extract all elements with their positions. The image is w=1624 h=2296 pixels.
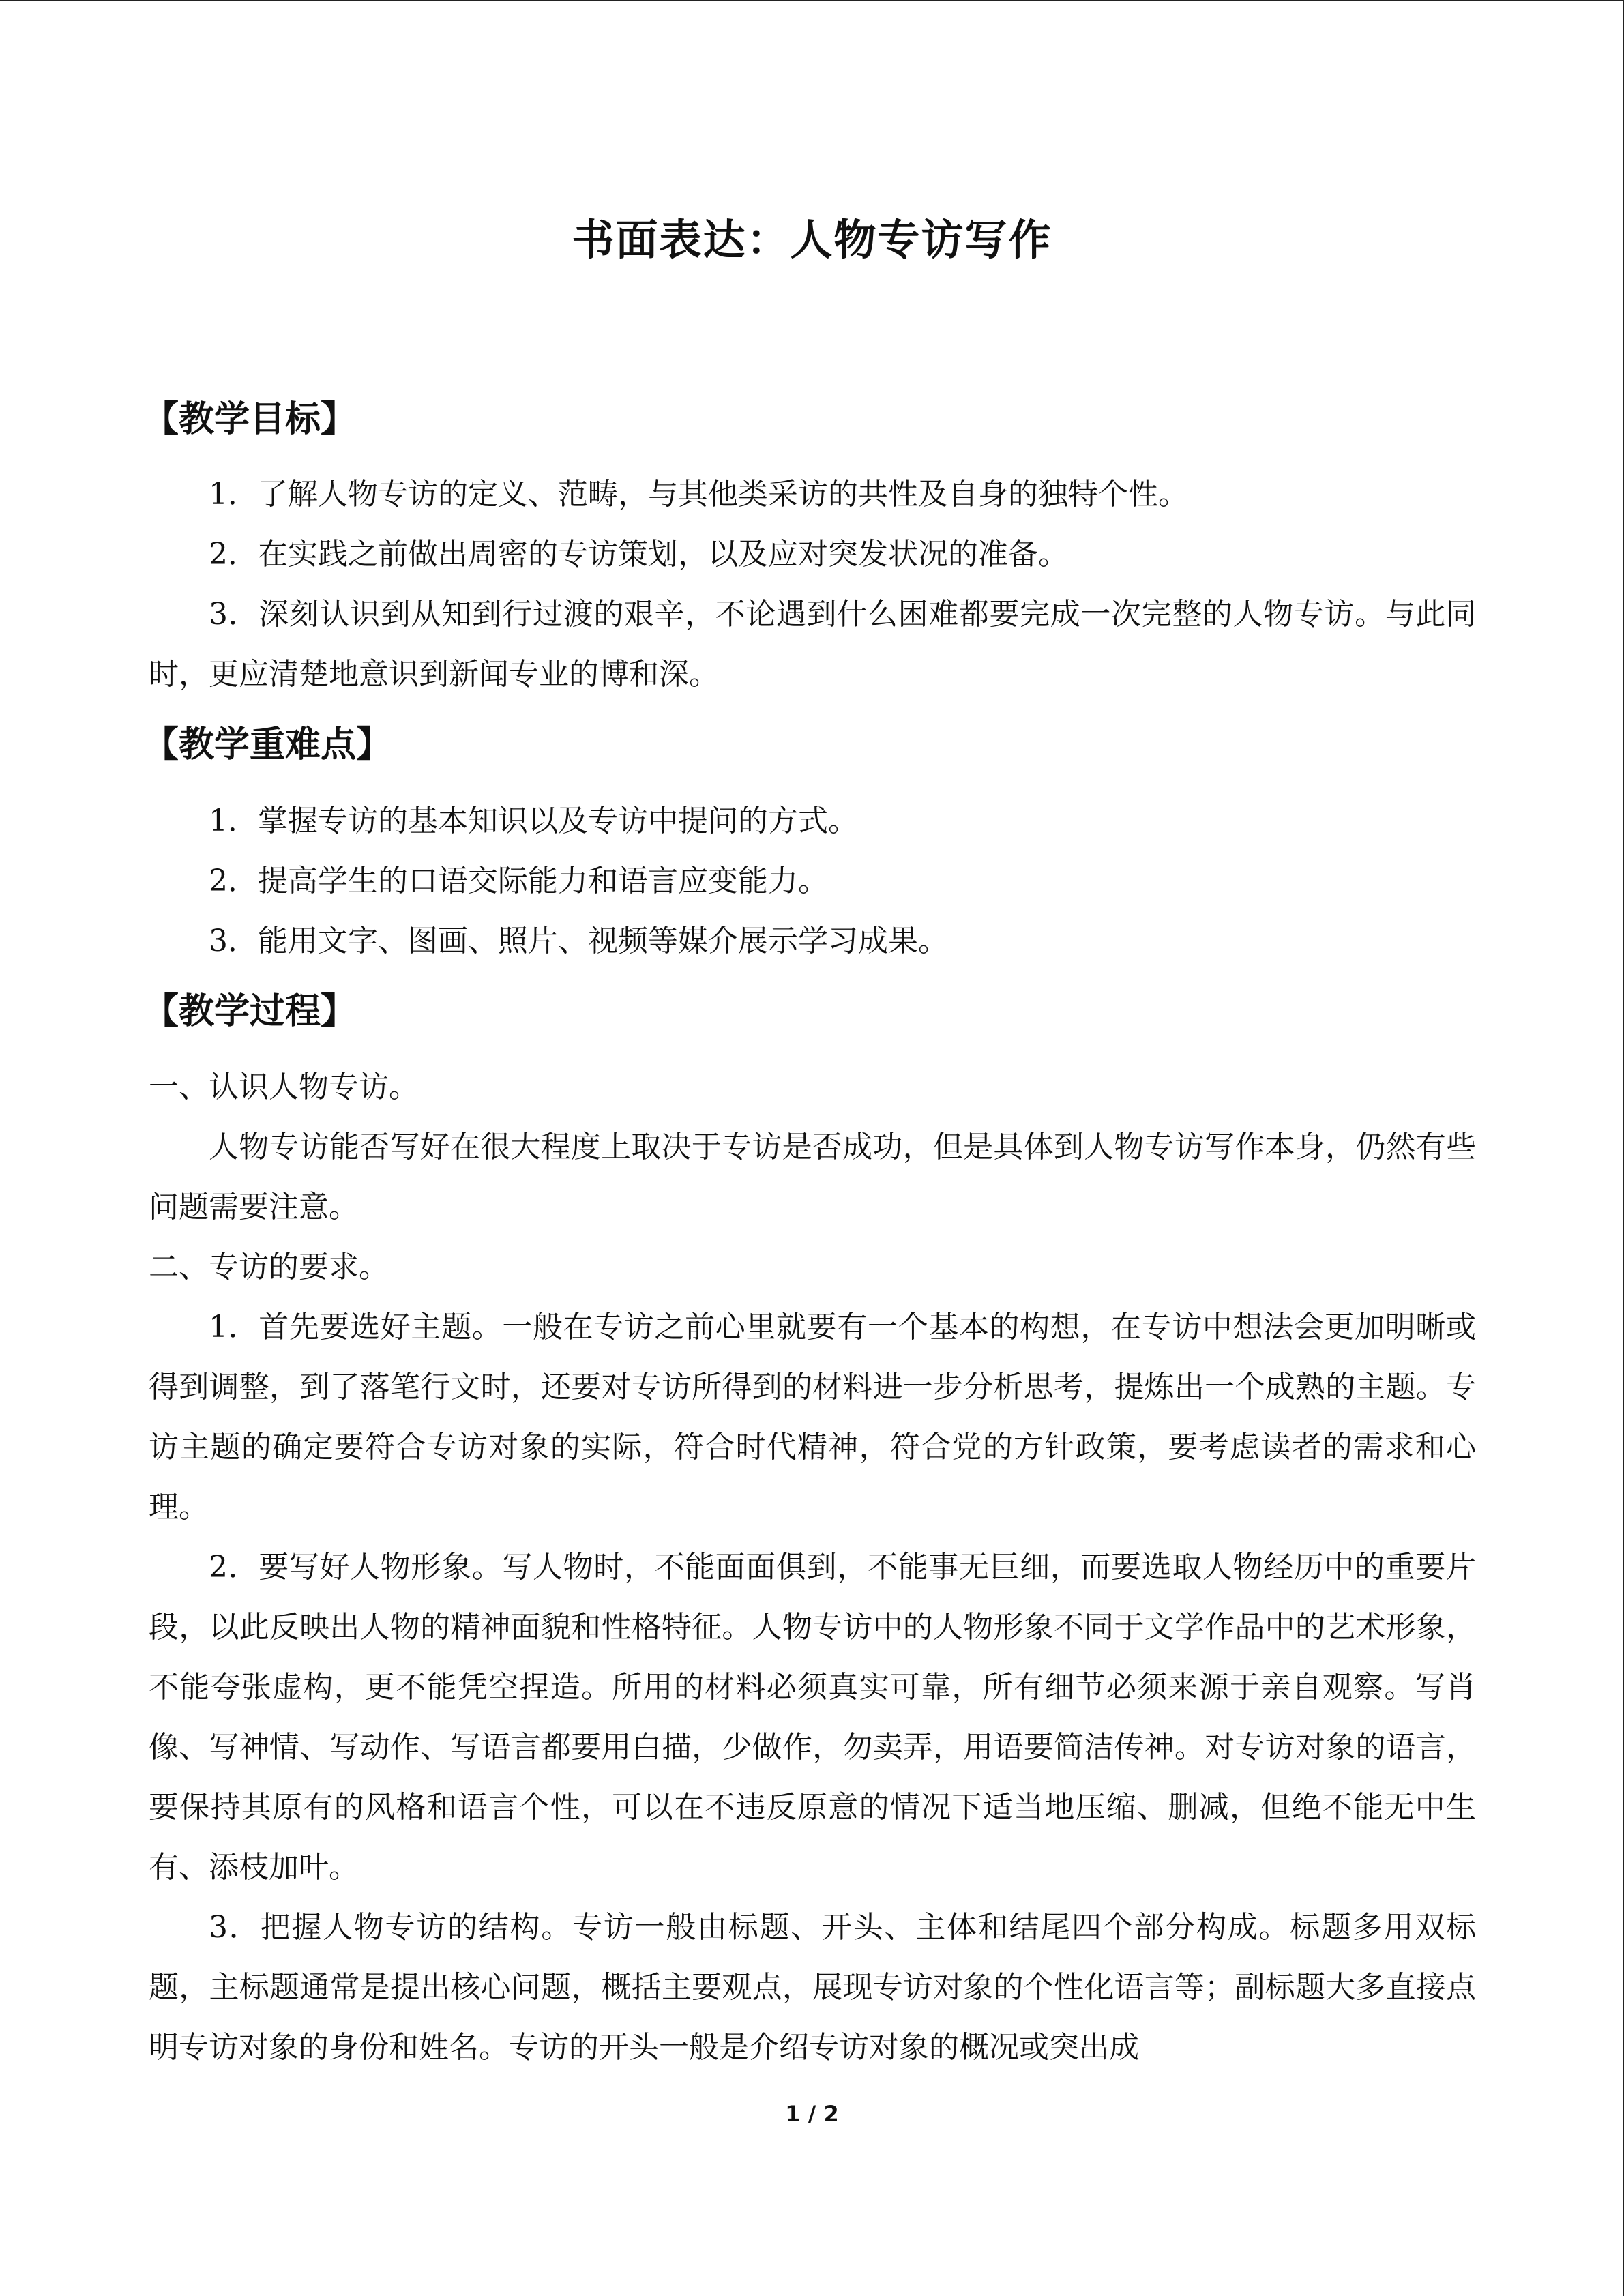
process-para-1: 一、认识人物专访。 — [149, 1070, 419, 1104]
process-para-3: 二、专访的要求。 — [149, 1250, 389, 1284]
document-title: 书面表达：人物专访写作 — [572, 215, 1052, 265]
section-heading-process: 【教学过程】 — [143, 991, 357, 1032]
process-para-6: 3．把握人物专访的结构。专访一般由标题、开头、主体和结尾四个部分构成。标题多用双标题，主标题通常是提出核心问题，概括主要观点，展现专访对象的个性化语言等；副标题大多直接点明专访对象的身份和姓名。专访的开头一般是介绍专访对象的概况或突出成 — [149, 1910, 1476, 2065]
page-number: 1 / 2 — [785, 2101, 839, 2127]
process-para-2: 人物专访能否写好在很大程度上取决于专访是否成功，但是具体到人物专访写作本身，仍然有些问题需要注意。 — [149, 1130, 1476, 1224]
section-heading-key-points: 【教学重难点】 — [143, 724, 392, 765]
key-point-item-3: 3．能用文字、图画、照片、视频等媒介展示学习成果。 — [209, 924, 948, 958]
section-heading-goals: 【教学目标】 — [143, 399, 357, 440]
page-border-top — [0, 0, 1624, 1]
goal-item-2: 2．在实践之前做出周密的专访策划，以及应对突发状况的准备。 — [209, 537, 1068, 572]
process-para-5: 2．要写好人物形象。写人物时，不能面面俱到，不能事无巨细，而要选取人物经历中的重要片段，以此反映出人物的精神面貌和性格特征。人物专访中的人物形象不同于文学作品中的艺术形象，不能夸张虚构，更不能凭空捏造。所用的材料必须真实可靠，所有细节必须来源于亲自观察。写肖像、写神情、写动作、写语言都要用白描，少做作，勿卖弄，用语要简洁传神。对专访对象的语言，要保持其原有的风格和语言个性，可以在不违反原意的情况下适当地压缩、删减，但绝不能无中生有、添枝加叶。 — [149, 1550, 1476, 1885]
goal-item-3: 3．深刻认识到从知到行过渡的艰辛，不论遇到什么困难都要完成一次完整的人物专访。与此同时，更应清楚地意识到新闻专业的博和深。 — [149, 597, 1476, 692]
process-para-4: 1．首先要选好主题。一般在专访之前心里就要有一个基本的构想，在专访中想法会更加明晰或得到调整，到了落笔行文时，还要对专访所得到的材料进一步分析思考，提炼出一个成熟的主题。专访主题的确定要符合专访对象的实际，符合时代精神，符合党的方针政策，要考虑读者的需求和心理。 — [149, 1310, 1476, 1525]
goal-item-1: 1．了解人物专访的定义、范畴，与其他类采访的共性及自身的独特个性。 — [209, 477, 1188, 512]
key-point-item-1: 1．掌握专访的基本知识以及专访中提问的方式。 — [209, 804, 858, 838]
key-point-item-2: 2．提高学生的口语交际能力和语言应变能力。 — [209, 864, 828, 898]
